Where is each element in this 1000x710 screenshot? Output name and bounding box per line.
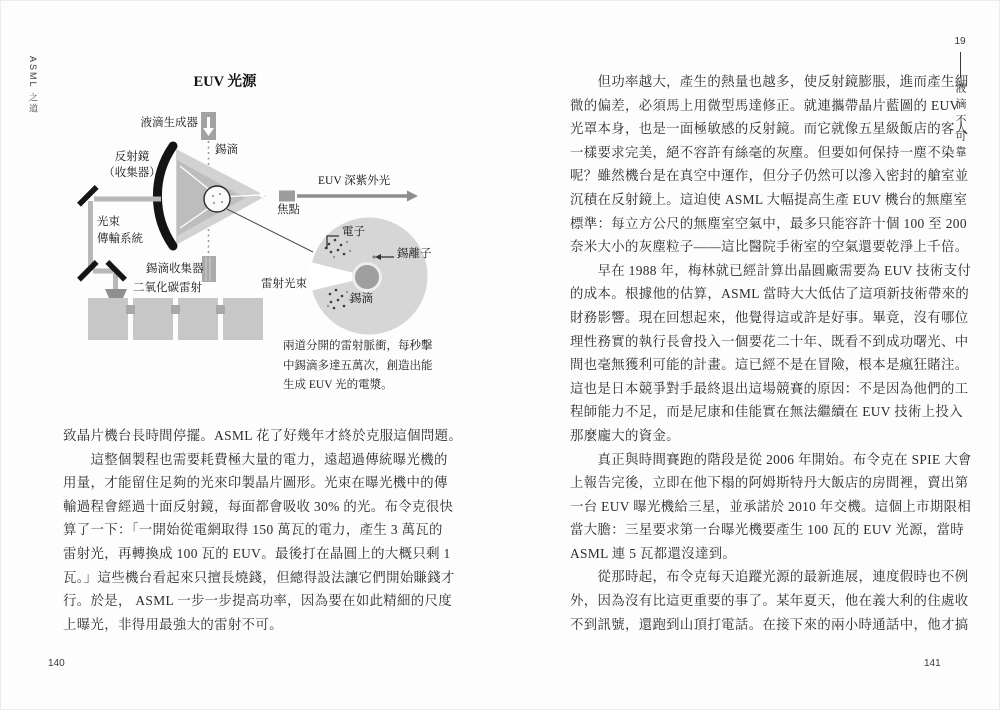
left-page-text-line: 用量，才能留住足夠的光來印製晶片圖形。光束在曝光機中的傳 — [63, 475, 448, 491]
label-tin-ion: 錫離子 — [397, 248, 432, 260]
left-page-text-line: 行。於是， ASML 一步一步提高功率，因為要在如此精細的尺度 — [63, 593, 453, 609]
label-electron: 電子 — [342, 226, 365, 238]
right-page-text-line: ASML 連 5 瓦都還沒達到。 — [570, 545, 737, 561]
right-page-text-line: 但功率越大，產生的熱量也越多，使反射鏡膨脹，進而產生細 — [570, 74, 969, 89]
plasma-spot-circle — [204, 186, 230, 212]
focal-point-marker — [279, 191, 295, 202]
left-page-text-line: 致晶片機台長時間停擺。ASML 花了好幾年才終於克服這個問題。 — [63, 428, 463, 443]
right-page-text-line: 間也毫無獲利可能的計畫。這已經不是在冒險，根本是瘋狂賭注。 — [570, 357, 969, 373]
right-page-text-line: 標準：每立方公尺的無塵室空氣中，最多只能容許十個 100 至 200 — [570, 215, 967, 231]
book-title-vertical: ASML 之道 — [28, 56, 38, 115]
label-droplet-generator: 液滴生成器 — [140, 117, 198, 129]
right-page-text-line: 程師能力不足，而是尼康和佳能實在無法繼續在 EUV 技術上投入 — [570, 404, 963, 420]
left-page-text — [63, 424, 463, 636]
right-page-text-line: 奈米大小的灰塵粒子——這比醫院手術室的空氣還要乾淨上千倍。 — [570, 239, 969, 255]
left-page-text-line: 上曝光，非得用最強大的雷射不可。 — [63, 616, 283, 632]
right-page-text-line: 當大膽：三星要求第一台曝光機要產生 100 瓦的 EUV 光源，當時 — [570, 522, 965, 538]
inset-pointer-line — [227, 209, 313, 252]
right-page-text-line: 光罩本身，也是一面極敏感的反射鏡。而它就像五星級飯店的客人 — [570, 121, 969, 137]
right-page-text-line: 微的偏差，必須馬上用微型馬達修正。就連攜帶晶片藍圖的 EUV — [570, 97, 960, 113]
chapter-title-vertical: 液滴不可靠 — [954, 82, 966, 162]
right-page-text-line: 財務影響。現在回想起來，他覺得這或許是好事。畢竟，沒有哪位 — [570, 309, 969, 325]
chapter-number: 19 — [954, 36, 966, 47]
right-page-text-line: 從那時起，布令克每天追蹤光源的最新進展，連度假時也不例 — [570, 569, 969, 585]
plasma-inset-circle — [310, 218, 428, 335]
right-page-text-line: 一台 EUV 曝光機給三星，並承諾於 2010 年交機。這個上市期限相 — [570, 498, 972, 514]
right-page-text-line: 理性務實的執行長會投入一個要花二十年、既看不到成功曙光、中 — [570, 333, 969, 349]
right-page-text-line: 早在 1988 年，梅林就已經計算出晶圓廠需要為 EUV 技術支付 — [570, 262, 972, 278]
left-page-text-line: 這整個製程也需要耗費極大量的電力，遠超過傳統曝光機的 — [63, 451, 448, 467]
left-page-text-line: 雷射光，再轉換成 100 瓦的 EUV。最後打在晶圓上的大概只剩 1 — [63, 545, 451, 561]
label-focal-point: 焦點 — [277, 204, 300, 216]
diagram-caption — [283, 337, 458, 396]
right-page-text-line: 沉積在反射鏡上。這迫使 ASML 大幅提高生產 EUV 機台的無塵室 — [570, 191, 968, 207]
diagram-caption-line: 兩道分開的雷射脈衝，每秒擊 — [283, 340, 433, 352]
droplet-generator-icon — [201, 112, 216, 140]
label-tin-droplet-top: 錫滴 — [215, 144, 238, 156]
label-tin-droplet-inset: 錫滴 — [350, 293, 373, 305]
diagram-caption-line: 中錫滴多達五萬次，創造出能 — [283, 359, 433, 372]
label-euv-light: EUV 深紫外光 — [318, 175, 391, 187]
right-page-text-line: 不到訊號，還跑到山頂打電話。在接下來的兩小時通話中，他才搞 — [570, 616, 969, 632]
diagram-title: EUV 光源 — [193, 74, 257, 90]
left-page-text-line: 瓦。」這些機台看起來只擅長燒錢，但總得設法讓它們開始賺錢才 — [63, 569, 455, 585]
label-beam-line2: 傳輸系統 — [97, 233, 143, 245]
left-page-number: 140 — [48, 658, 65, 669]
right-page-text-line: 呢？雖然機台是在真空中運作，但分子仍然可以滲入密封的艙室並 — [570, 168, 969, 184]
diagram-caption-line: 生成 EUV 光的電漿。 — [283, 379, 393, 391]
right-page-number: 141 — [924, 658, 941, 669]
left-page-text-line: 算了一下：「一開始從電網取得 150 萬瓦的電力，產生 3 萬瓦的 — [63, 522, 443, 538]
right-page-text-line: 上報告完後，立即在他下榻的阿姆斯特丹大飯店的房間裡，賣出第 — [570, 475, 969, 491]
right-page-text-line: 的成本。根據他的估算，ASML 當時大大低估了這項新技術帶來的 — [570, 286, 970, 302]
right-page-text-line: 這也是日本競爭對手最終退出這場競賽的原因：不是因為他們的工 — [570, 380, 969, 396]
right-page-text-line: 那麼龐大的資金。 — [570, 427, 680, 443]
label-beam-line1: 光束 — [97, 216, 120, 228]
tin-droplet-core — [354, 264, 381, 291]
label-co2-laser: 二氧化碳雷射 — [133, 282, 202, 294]
tin-droplet-collector-box — [202, 256, 216, 282]
right-page-text-line: 真正與時間賽跑的階段是從 2006 年開始。布令克在 SPIE 大會 — [570, 451, 972, 467]
euv-output-arrow — [297, 191, 418, 202]
label-droplet-collector: 錫滴收集器 — [146, 263, 204, 275]
label-laser-beam: 雷射光束 — [261, 278, 307, 290]
right-page-text — [570, 70, 972, 636]
laser-output-pedestal — [105, 289, 127, 298]
label-mirror-line2: （收集器） — [103, 167, 161, 179]
right-page-text-line: 外，因為沒有比這更重要的事了。某年夏天，他在義大利的住處收 — [570, 593, 969, 609]
right-page-text-line: 一樣要求完美，絕不容許有絲毫的灰塵。但要如何保持一塵不染 — [570, 144, 955, 160]
label-mirror-line1: 反射鏡 — [114, 151, 150, 163]
left-page-text-line: 輸過程會經過十面反射鏡，每面都會吸收 30% 的光。布令克很快 — [63, 498, 454, 514]
co2-laser-boxes — [88, 298, 263, 340]
